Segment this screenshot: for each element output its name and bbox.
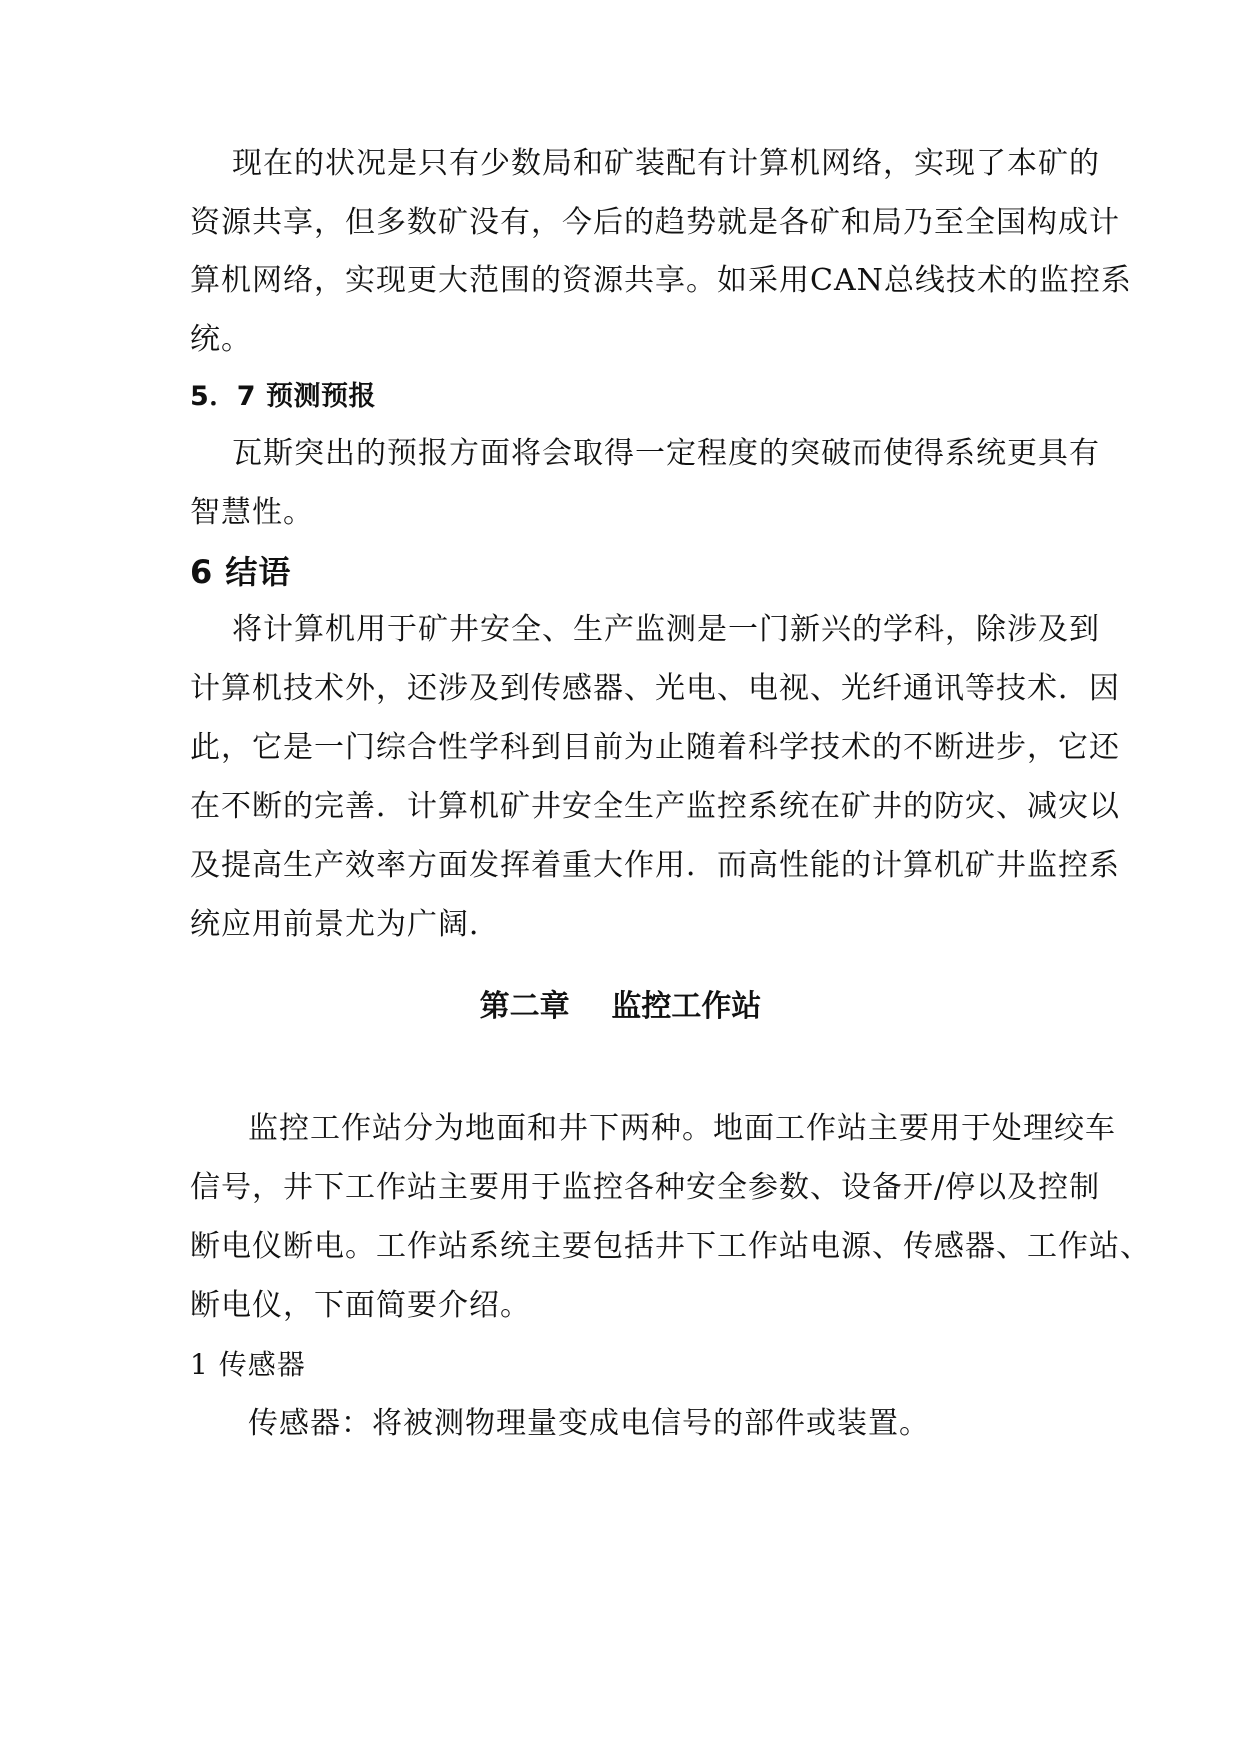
- subsection-heading-1: 1 传感器: [190, 1348, 306, 1381]
- paragraph-line: 监控工作站分为地面和井下两种。地面工作站主要用于处理绞车: [248, 1111, 1116, 1146]
- paragraph-line: 算机网络，实现更大范围的资源共享。如采用CAN总线技术的监控系: [190, 263, 1132, 298]
- paragraph-line: 资源共享，但多数矿没有，今后的趋势就是各矿和局乃至全国构成计: [190, 205, 1120, 240]
- paragraph-line: 瓦斯突出的预报方面将会取得一定程度的突破而使得系统更具有: [232, 436, 1100, 471]
- paragraph-line: 此，它是一门综合性学科到目前为止随着科学技术的不断进步，它还: [190, 730, 1120, 765]
- section-heading-6: 6 结语: [190, 553, 292, 591]
- paragraph-line: 统。: [190, 322, 252, 357]
- paragraph-line: 智慧性。: [190, 495, 314, 530]
- paragraph-line: 将计算机用于矿井安全、生产监测是一门新兴的学科，除涉及到: [232, 612, 1100, 647]
- paragraph-line: 统应用前景尤为广阔．: [190, 907, 500, 942]
- paragraph-line: 断电仪，下面简要介绍。: [190, 1288, 531, 1323]
- paragraph-line: 传感器：将被测物理量变成电信号的部件或装置。: [248, 1406, 930, 1441]
- paragraph-line: 信号，井下工作站主要用于监控各种安全参数、设备开/停以及控制: [190, 1170, 1101, 1205]
- chapter-title: 第二章 监控工作站: [479, 989, 762, 1024]
- paragraph-line: 断电仪断电。工作站系统主要包括井下工作站电源、传感器、工作站、: [190, 1229, 1151, 1264]
- paragraph-line: 在不断的完善．计算机矿井安全生产监控系统在矿井的防灾、减灾以: [190, 789, 1120, 824]
- paragraph-line: 现在的状况是只有少数局和矿装配有计算机网络，实现了本矿的: [232, 146, 1100, 181]
- section-heading-5-7: 5．7 预测预报: [190, 381, 376, 412]
- paragraph-line: 计算机技术外，还涉及到传感器、光电、电视、光纤通讯等技术．因: [190, 671, 1120, 706]
- paragraph-line: 及提高生产效率方面发挥着重大作用．而高性能的计算机矿井监控系: [190, 848, 1120, 883]
